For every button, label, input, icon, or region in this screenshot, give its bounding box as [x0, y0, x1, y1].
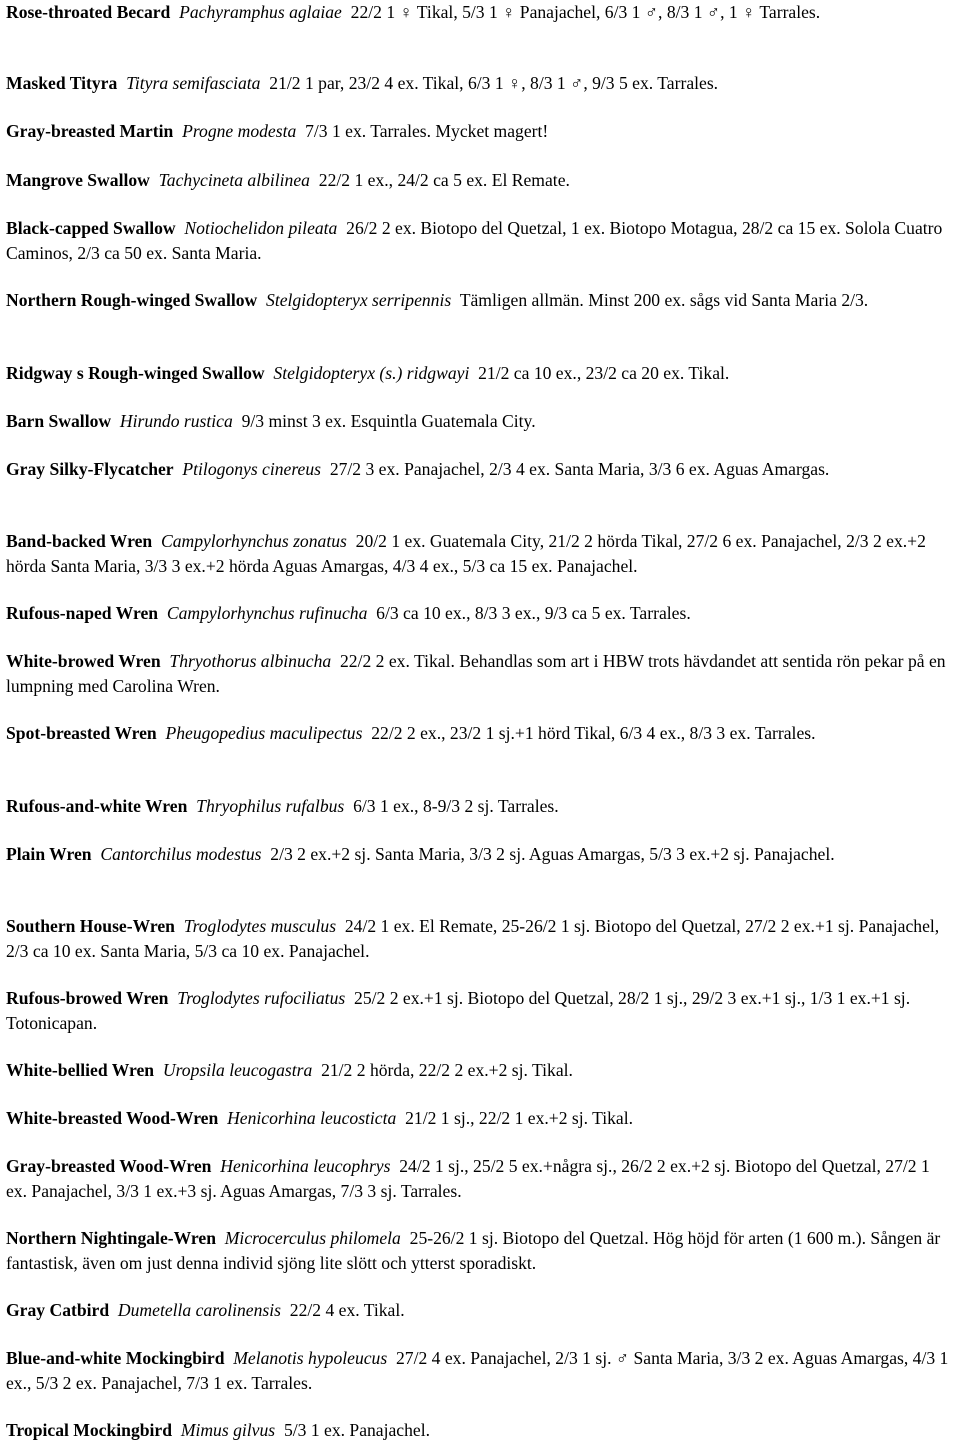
species-entry: [6, 1346, 951, 1395]
species-common-name: Plain Wren: [6, 844, 92, 864]
species-entry: [6, 216, 951, 265]
species-entry: [6, 529, 951, 578]
species-entry: [6, 71, 951, 96]
species-observations: 7/3 1 ex. Tarrales. Mycket magert!: [305, 121, 549, 141]
species-observations: 21/2 1 sj., 22/2 1 ex.+2 sj. Tikal.: [405, 1108, 634, 1128]
species-common-name: Barn Swallow: [6, 411, 112, 431]
species-common-name: Gray-breasted Wood-Wren: [6, 1156, 212, 1176]
species-scientific-name: Troglodytes rufociliatus: [177, 988, 346, 1008]
species-common-name: White-breasted Wood-Wren: [6, 1108, 219, 1128]
species-entry: [6, 986, 951, 1035]
species-common-name: Rufous-naped Wren: [6, 603, 159, 623]
species-entry: [6, 649, 951, 698]
species-scientific-name: Troglodytes musculus: [183, 916, 337, 936]
species-common-name: Mangrove Swallow: [6, 170, 150, 190]
species-scientific-name: Stelgidopteryx serripennis: [266, 290, 452, 310]
species-common-name: Rufous-browed Wren: [6, 988, 169, 1008]
species-entry: [6, 409, 951, 434]
species-observations: Tämligen allmän. Minst 200 ex. sågs vid Santa Maria 2/3.: [459, 290, 869, 310]
species-observations: 21/2 2 hörda, 22/2 2 ex.+2 sj. Tikal.: [321, 1060, 573, 1080]
species-scientific-name: Campylorhynchus rufinucha: [166, 603, 368, 623]
species-observations: 27/2 3 ex. Panajachel, 2/3 4 ex. Santa Maria, 3/3 6 ex. Aguas Amargas.: [329, 459, 830, 479]
species-observations: 25-26/2 1 sj. Biotopo del Quetzal. Hög höjd för arten (1 600 m.). Sången är fantastisk, även om just denna individ sjöng lite slött och ytterst sporadiskt.: [6, 1228, 941, 1273]
species-scientific-name: Ptilogonys cinereus: [182, 459, 322, 479]
species-scientific-name: Melanotis hypoleucus: [233, 1348, 388, 1368]
species-scientific-name: Tachycineta albilinea: [158, 170, 310, 190]
species-scientific-name: Mimus gilvus: [180, 1420, 276, 1440]
species-scientific-name: Pheugopedius maculipectus: [165, 723, 363, 743]
species-observations: 22/2 1 ex., 24/2 ca 5 ex. El Remate.: [318, 170, 570, 190]
species-observations: 21/2 ca 10 ex., 23/2 ca 20 ex. Tikal.: [478, 363, 730, 383]
species-entry: [6, 601, 951, 626]
species-observations: 22/2 1 ♀ Tikal, 5/3 1 ♀ Panajachel, 6/3 1 ♂, 8/3 1 ♂, 1 ♀ Tarrales.: [350, 2, 821, 22]
species-entry: [6, 1106, 951, 1131]
species-observations: 2/3 2 ex.+2 sj. Santa Maria, 3/3 2 sj. Aguas Amargas, 5/3 3 ex.+2 sj. Panajachel.: [270, 844, 835, 864]
species-scientific-name: Thryophilus rufalbus: [196, 796, 345, 816]
species-observations: 24/2 1 sj., 25/2 5 ex.+några sj., 26/2 2 ex.+2 sj. Biotopo del Quetzal, 27/2 1 ex. Panajachel, 3/3 1 ex.+3 sj. Aguas Amargas, 7/3 3 sj. Tarrales.: [6, 1156, 930, 1201]
species-common-name: White-bellied Wren: [6, 1060, 155, 1080]
species-observations: 25/2 2 ex.+1 sj. Biotopo del Quetzal, 28/2 1 sj., 29/2 3 ex.+1 sj., 1/3 1 ex.+1 sj. Totonicapan.: [6, 988, 911, 1033]
species-scientific-name: Henicorhina leucosticta: [227, 1108, 397, 1128]
species-scientific-name: Stelgidopteryx (s.) ridgwayi: [273, 363, 470, 383]
species-entry: [6, 1058, 951, 1083]
species-entry: [6, 914, 951, 963]
species-entry: [6, 1298, 951, 1323]
species-observations: 22/2 2 ex., 23/2 1 sj.+1 hörd Tikal, 6/3 4 ex., 8/3 3 ex. Tarrales.: [371, 723, 816, 743]
species-entry: [6, 1418, 951, 1443]
species-entry: [6, 119, 951, 144]
species-entry: [6, 168, 951, 193]
species-scientific-name: Dumetella carolinensis: [117, 1300, 281, 1320]
species-entry: [6, 842, 951, 867]
species-scientific-name: Henicorhina leucophrys: [220, 1156, 391, 1176]
species-common-name: Southern House-Wren: [6, 916, 175, 936]
species-common-name: Spot-breasted Wren: [6, 723, 157, 743]
species-scientific-name: Thryothorus albinucha: [169, 651, 332, 671]
species-entry: [6, 1154, 951, 1203]
species-common-name: Northern Rough-winged Swallow: [6, 290, 258, 310]
species-scientific-name: Cantorchilus modestus: [100, 844, 262, 864]
species-common-name: White-browed Wren: [6, 651, 161, 671]
species-observations: 24/2 1 ex. El Remate, 25-26/2 1 sj. Biotopo del Quetzal, 27/2 2 ex.+1 sj. Panajachel, 2/3 ca 10 ex. Santa Maria, 5/3 ca 10 ex. Panajachel.: [6, 916, 940, 961]
species-scientific-name: Tityra semifasciata: [126, 73, 261, 93]
species-common-name: Ridgway s Rough-winged Swallow: [6, 363, 265, 383]
species-scientific-name: Uropsila leucogastra: [162, 1060, 313, 1080]
species-scientific-name: Hirundo rustica: [119, 411, 233, 431]
species-common-name: Masked Tityra: [6, 73, 118, 93]
species-observations: 27/2 4 ex. Panajachel, 2/3 1 sj. ♂ Santa Maria, 3/3 2 ex. Aguas Amargas, 4/3 1 ex., 5/3 2 ex. Panajachel, 7/3 1 ex. Tarrales.: [6, 1348, 949, 1393]
species-entry: [6, 457, 951, 482]
species-entry: [6, 0, 951, 25]
species-entry: [6, 794, 951, 819]
species-scientific-name: Notiochelidon pileata: [184, 218, 338, 238]
species-observations: 20/2 1 ex. Guatemala City, 21/2 2 hörda Tikal, 27/2 6 ex. Panajachel, 2/3 2 ex.+2 hörda Santa Maria, 3/3 3 ex.+2 hörda Aguas Amargas, 4/3 4 ex., 5/3 ca 15 ex. Panajachel.: [6, 531, 926, 576]
species-entry: [6, 361, 951, 386]
species-common-name: Blue-and-white Mockingbird: [6, 1348, 225, 1368]
species-entry: [6, 1226, 951, 1275]
species-observations: 22/2 4 ex. Tikal.: [289, 1300, 405, 1320]
species-common-name: Black-capped Swallow: [6, 218, 176, 238]
species-observations: 5/3 1 ex. Panajachel.: [283, 1420, 431, 1440]
species-scientific-name: Campylorhynchus zonatus: [160, 531, 347, 551]
species-scientific-name: Pachyramphus aglaiae: [179, 2, 342, 22]
species-common-name: Rose-throated Becard: [6, 2, 171, 22]
species-entry: [6, 288, 951, 313]
species-common-name: Gray-breasted Martin: [6, 121, 174, 141]
species-observations: 6/3 ca 10 ex., 8/3 3 ex., 9/3 ca 5 ex. Tarrales.: [376, 603, 691, 623]
species-scientific-name: Microcerculus philomela: [224, 1228, 401, 1248]
species-common-name: Gray Catbird: [6, 1300, 110, 1320]
species-observations: 9/3 minst 3 ex. Esquintla Guatemala City.: [241, 411, 536, 431]
species-observations: 6/3 1 ex., 8-9/3 2 sj. Tarrales.: [353, 796, 559, 816]
species-common-name: Rufous-and-white Wren: [6, 796, 188, 816]
species-scientific-name: Progne modesta: [182, 121, 297, 141]
species-common-name: Tropical Mockingbird: [6, 1420, 173, 1440]
species-observations: 21/2 1 par, 23/2 4 ex. Tikal, 6/3 1 ♀, 8/3 1 ♂, 9/3 5 ex. Tarrales.: [269, 73, 719, 93]
species-entry: [6, 721, 951, 746]
species-common-name: Gray Silky-Flycatcher: [6, 459, 174, 479]
species-common-name: Northern Nightingale-Wren: [6, 1228, 216, 1248]
species-observations: 26/2 2 ex. Biotopo del Quetzal, 1 ex. Biotopo Motagua, 28/2 ca 15 ex. Solola Cuatro Caminos, 2/3 ca 50 ex. Santa Maria.: [6, 218, 943, 263]
species-observations: 22/2 2 ex. Tikal. Behandlas som art i HBW trots hävdandet att sentida rön pekar på en lumpning med Carolina Wren.: [6, 651, 946, 696]
species-common-name: Band-backed Wren: [6, 531, 153, 551]
